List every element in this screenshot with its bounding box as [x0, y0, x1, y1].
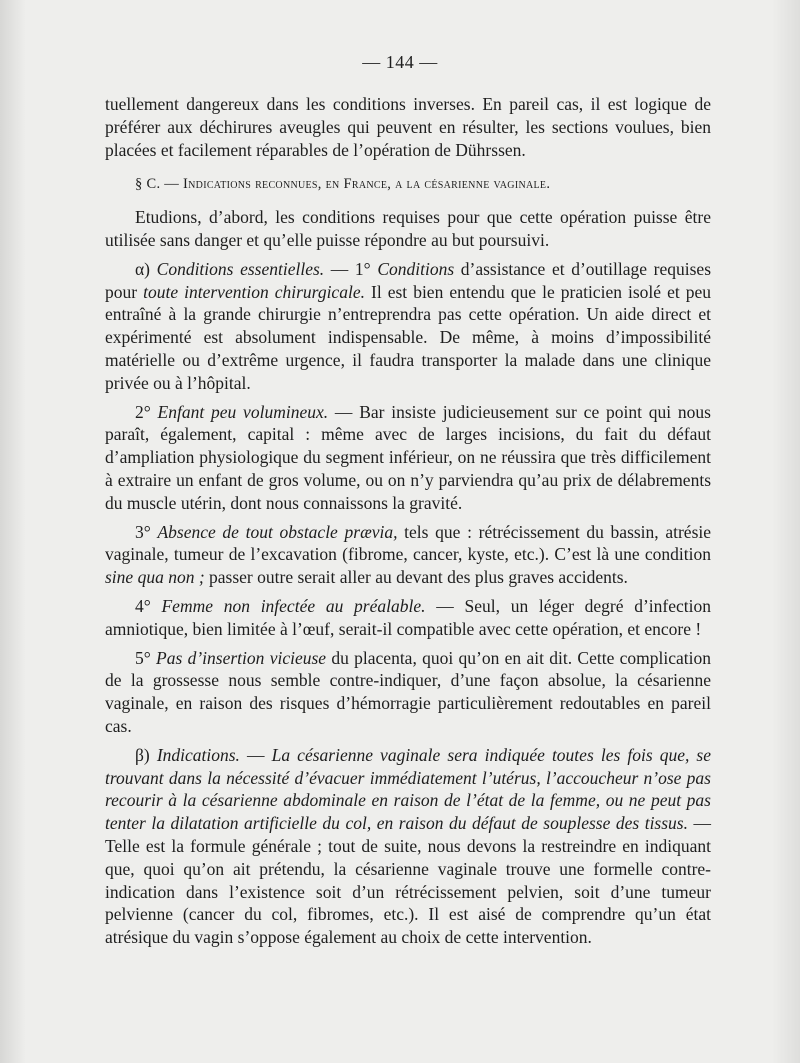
section-heading-title: Indications reconnues, en France, a la césarienne vaginale.	[183, 176, 551, 193]
page-gutter-shadow	[0, 0, 26, 1063]
condition-title: Femme non infectée au préalable.	[161, 595, 426, 616]
list-marker: 3°	[135, 521, 158, 542]
paragraph-condition-4	[105, 595, 711, 641]
section-heading	[105, 173, 711, 196]
subsection-title: Conditions essentielles.	[156, 258, 325, 279]
text-run: Il est bien entendu que le praticien isolé et peu entraîné à la grande chirurgie n’entreprendra pas cette opération. Un aide direct et expérimenté est absolument indispensable. De même, à moins d’impossibilité matérielle ou d’extrême urgence, il faudra transporter la malade dans une clinique privée ou à l’hôpital.	[105, 281, 711, 393]
text-run: d’assistance et d’outillage requises pour	[105, 258, 711, 302]
text-run: passer outre serait aller au devant des plus graves accidents.	[204, 567, 628, 588]
paragraph-condition-2	[105, 401, 711, 515]
text-run: du placenta, quoi qu’on en ait dit. Cette complication de la grossesse nous semble contre-indiquer, d’une façon absolue, la césarienne vaginale, en raison des risques d’hémorragie particulièrement redoutables en pareil cas.	[105, 647, 712, 736]
condition-title: Enfant peu volumineux.	[157, 401, 329, 422]
paragraph-condition-5	[105, 647, 711, 738]
paragraph-continuation: tuellement dangereux dans les conditions inverses. En pareil cas, il est logique de préférer aux déchirures aveugles qui peuvent en résulter, les sections voulues, bien placées et facilement réparables de l’opération de Dührssen.	[105, 94, 711, 160]
emphasis-run: Conditions	[377, 258, 455, 279]
list-marker: β)	[135, 744, 157, 765]
list-marker: 5°	[135, 647, 157, 668]
paragraph-condition-3	[105, 521, 711, 589]
list-marker: 2°	[135, 401, 158, 422]
emphasis-run: toute intervention chirurgicale.	[143, 281, 365, 302]
text-run: — 1°	[324, 258, 378, 279]
paragraph-conditions	[105, 258, 711, 395]
emphasis-run: sine qua non ;	[105, 567, 205, 588]
text-run: —	[239, 744, 272, 765]
subsection-title: Indications.	[156, 744, 240, 765]
condition-title: Absence de tout obstacle prævia,	[157, 521, 398, 542]
text-run: — Bar insiste judicieusement sur ce point qui nous paraît, également, capital : même avec de larges incisions, du fait du défaut d’ampliation physiologique du segment inférieur, on ne réussira que très difficilement à extraire un enfant de gros volume, ou on n’y parviendra qu’au prix de délabrements du muscle utérin, dont nous connaissons la gravité.	[105, 401, 711, 513]
body-text	[105, 93, 711, 955]
list-marker: α)	[135, 258, 157, 279]
page-edge-shadow	[772, 0, 800, 1063]
page-number: — 144 —	[362, 52, 438, 72]
text-run: — Telle est la formule générale ; tout de suite, nous devons la restreindre en indiquant que, quoi qu’on ait prétendu, la césarienne vaginale trouve une formelle contre-indication dans l’existence soit d’un rétrécissement pelvien, soit d’une tumeur pelvienne (cancer du col, fibromes, etc.). Il est aisé de comprendre qu’un état atrésique du vagin s’oppose également au choix de cette intervention.	[105, 813, 711, 948]
text-run: tels que : rétrécissement du bassin, atrésie vaginale, tumeur de l’excavation (fibrome, cancer, kyste, etc.). C’est là une condition	[105, 521, 712, 565]
paragraph-indications	[105, 744, 711, 949]
list-marker: 4°	[135, 595, 162, 616]
section-heading-prefix: § C. —	[135, 176, 184, 193]
condition-title: Pas d’insertion vicieuse	[156, 647, 327, 668]
text-run: — Seul, un léger degré d’infection amniotique, bien limitée à l’œuf, serait-il compatible avec cette opération, et encore !	[105, 595, 711, 639]
paragraph-intro: Etudions, d’abord, les conditions requises pour que cette opération puisse être utilisée sans danger et qu’elle puisse répondre au but poursuivi.	[105, 207, 711, 250]
emphasis-run: La césarienne vaginale sera indiquée toutes les fois que, se trouvant dans la nécessité d’évacuer immédiatement l’utérus, l’accoucheur n’ose pas recourir à la césarienne abdominale en raison de l’état de la femme, ou ne peut pas tenter la dilatation artificielle du col, en raison du défaut de souplesse des tissus.	[105, 744, 712, 834]
